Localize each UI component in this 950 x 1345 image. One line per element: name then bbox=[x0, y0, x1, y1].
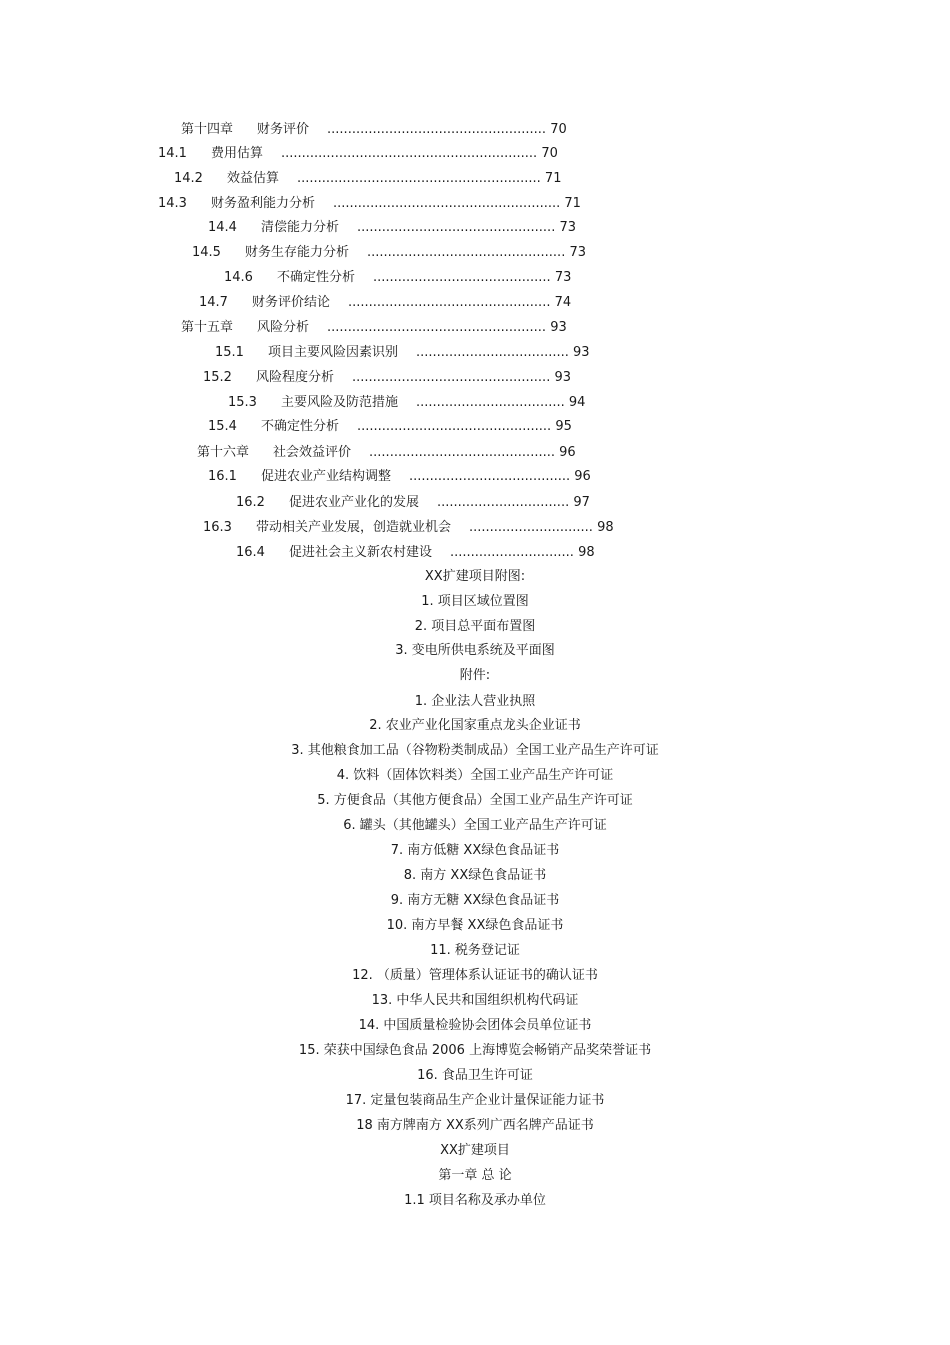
toc-title: 主要风险及防范措施 bbox=[280, 395, 398, 410]
toc-entry[interactable] bbox=[208, 220, 576, 236]
toc-title: 财务评价结论 bbox=[251, 295, 330, 310]
toc-page: 70 bbox=[541, 146, 558, 161]
attachment-item: 3. 其他粮食加工品（谷物粉类制成品）全国工业产品生产许可证 bbox=[291, 743, 659, 758]
toc-number: 第十六章 bbox=[197, 445, 250, 460]
toc-title: 财务盈利能力分析 bbox=[210, 196, 315, 211]
chapter-heading: 第一章 总 论 bbox=[438, 1168, 512, 1183]
toc-page: 73 bbox=[559, 220, 577, 235]
toc-leader: ............................................... bbox=[356, 419, 552, 434]
toc-number: 14.3 bbox=[158, 196, 187, 211]
toc-title: 财务评价 bbox=[257, 122, 310, 137]
toc-page: 97 bbox=[573, 495, 590, 510]
toc-leader: ................................................ bbox=[351, 370, 551, 385]
toc-number: 14.5 bbox=[192, 245, 221, 260]
toc-title: 效益估算 bbox=[226, 171, 279, 186]
toc-title: 不确定性分析 bbox=[276, 270, 355, 285]
attachment-item: 10. 南方早餐 XX绿色食品证书 bbox=[386, 918, 564, 933]
figure-item: 1. 项目区域位置图 bbox=[421, 594, 529, 609]
toc-leader: .............................................................. bbox=[280, 146, 538, 161]
toc-page: 95 bbox=[555, 419, 572, 434]
toc-page: 98 bbox=[597, 520, 614, 535]
toc-entry[interactable] bbox=[174, 171, 561, 187]
attachment-item: 15. 荣获中国绿色食品 2006 上海博览会畅销产品奖荣誉证书 bbox=[298, 1043, 652, 1058]
toc-entry[interactable] bbox=[181, 320, 567, 336]
toc-leader: ................................................. bbox=[347, 295, 551, 310]
toc-title: 清偿能力分析 bbox=[260, 220, 339, 235]
attachment-item: 5. 方便食品（其他方便食品）全国工业产品生产许可证 bbox=[317, 793, 633, 808]
attachment-item: 2. 农业产业化国家重点龙头企业证书 bbox=[369, 718, 581, 733]
figure-item: 3. 变电所供电系统及平面图 bbox=[395, 643, 555, 658]
toc-page: 73 bbox=[569, 245, 587, 260]
toc-entry[interactable] bbox=[158, 146, 558, 162]
toc-page: 71 bbox=[564, 196, 581, 211]
toc-page: 96 bbox=[559, 445, 576, 460]
toc-page: 74 bbox=[554, 295, 572, 310]
toc-number: 14.2 bbox=[174, 171, 203, 186]
toc-entry[interactable] bbox=[208, 469, 591, 485]
toc-number: 14.7 bbox=[199, 295, 228, 310]
toc-title: 风险程度分析 bbox=[255, 370, 334, 385]
toc-leader: ................................................ bbox=[356, 220, 556, 235]
toc-number: 15.4 bbox=[208, 419, 237, 434]
toc-entry[interactable] bbox=[181, 122, 567, 138]
figure-item: 2. 项目总平面布置图 bbox=[414, 619, 536, 634]
toc-page: 93 bbox=[550, 320, 567, 335]
toc-title: 促进农业产业化的发展 bbox=[288, 495, 419, 510]
attachment-item: 9. 南方无糖 XX绿色食品证书 bbox=[390, 893, 560, 908]
toc-leader: ....................................... bbox=[408, 469, 571, 484]
toc-number: 15.3 bbox=[228, 395, 257, 410]
attachment-item: 7. 南方低糖 XX绿色食品证书 bbox=[390, 843, 560, 858]
toc-page: 70 bbox=[550, 122, 567, 137]
toc-number: 16.4 bbox=[236, 545, 265, 560]
toc-entry[interactable] bbox=[203, 520, 614, 536]
toc-number: 14.4 bbox=[208, 220, 237, 235]
attachment-item: 4. 饮料（固体饮料类）全国工业产品生产许可证 bbox=[336, 768, 614, 783]
toc-page: 94 bbox=[568, 395, 586, 410]
toc-page: 73 bbox=[554, 270, 572, 285]
attachment-item: 18 南方牌南方 XX系列广西名牌产品证书 bbox=[356, 1118, 594, 1133]
toc-leader: .............................. bbox=[468, 520, 593, 535]
toc-title: 促进农业产业结构调整 bbox=[260, 469, 391, 484]
toc-entry[interactable] bbox=[208, 419, 572, 435]
toc-leader: ....................................................... bbox=[332, 196, 561, 211]
toc-page: 93 bbox=[573, 345, 590, 360]
toc-leader: ................................................ bbox=[366, 245, 566, 260]
toc-entry[interactable] bbox=[228, 395, 585, 411]
attachment-item: 8. 南方 XX绿色食品证书 bbox=[403, 868, 547, 883]
toc-title: 促进社会主义新农村建设 bbox=[288, 545, 432, 560]
toc-leader: ..................................................... bbox=[327, 122, 547, 137]
toc-entry[interactable] bbox=[203, 370, 571, 386]
attachment-item: 14. 中国质量检验协会团体会员单位证书 bbox=[358, 1018, 592, 1033]
toc-page: 98 bbox=[578, 545, 595, 560]
toc-number: 15.2 bbox=[203, 370, 232, 385]
attachment-item: 1. 企业法人营业执照 bbox=[414, 694, 536, 709]
toc-entry[interactable] bbox=[224, 270, 571, 286]
section-heading: 1.1 项目名称及承办单位 bbox=[404, 1193, 546, 1208]
toc-number: 16.3 bbox=[203, 520, 232, 535]
attachment-item: 11. 税务登记证 bbox=[430, 943, 520, 958]
toc-leader: ............................................. bbox=[369, 445, 555, 460]
toc-leader: ..................................................... bbox=[327, 320, 547, 335]
toc-entry[interactable] bbox=[197, 445, 576, 461]
toc-title: 带动相关产业发展，创造就业机会 bbox=[255, 520, 451, 535]
toc-number: 15.1 bbox=[215, 345, 244, 360]
toc-title: 不确定性分析 bbox=[260, 419, 339, 434]
toc-title: 费用估算 bbox=[210, 146, 263, 161]
toc-leader: ........................................... bbox=[372, 270, 551, 285]
toc-title: 项目主要风险因素识别 bbox=[267, 345, 398, 360]
project-title: XX扩建项目 bbox=[440, 1143, 510, 1158]
toc-title: 社会效益评价 bbox=[273, 445, 352, 460]
toc-number: 16.1 bbox=[208, 469, 237, 484]
attachments-heading: 附件: bbox=[459, 668, 491, 683]
toc-entry[interactable] bbox=[199, 295, 571, 311]
attachment-item: 6. 罐头（其他罐头）全国工业产品生产许可证 bbox=[343, 818, 607, 833]
toc-leader: .................................... bbox=[415, 395, 565, 410]
attachment-item: 16. 食品卫生许可证 bbox=[417, 1068, 533, 1083]
toc-entry[interactable] bbox=[236, 545, 595, 561]
toc-number: 14.1 bbox=[158, 146, 187, 161]
toc-page: 93 bbox=[554, 370, 572, 385]
toc-entry[interactable] bbox=[192, 245, 586, 261]
toc-entry[interactable] bbox=[158, 196, 581, 212]
toc-page: 96 bbox=[574, 469, 591, 484]
toc-number: 14.6 bbox=[224, 270, 253, 285]
attachment-item: 13. 中华人民共和国组织机构代码证 bbox=[371, 993, 579, 1008]
toc-number: 第十四章 bbox=[181, 122, 234, 137]
toc-title: 财务生存能力分析 bbox=[244, 245, 349, 260]
toc-title: 风险分析 bbox=[257, 320, 310, 335]
toc-entry[interactable] bbox=[215, 345, 590, 361]
toc-leader: ................................ bbox=[436, 495, 570, 510]
toc-leader: ..................................... bbox=[415, 345, 569, 360]
toc-leader: ........................................................... bbox=[296, 171, 541, 186]
figures-heading: XX扩建项目附图: bbox=[424, 569, 526, 584]
toc-entry[interactable] bbox=[236, 495, 590, 511]
toc-number: 第十五章 bbox=[181, 320, 234, 335]
attachment-item: 12. （质量）管理体系认证证书的确认证书 bbox=[352, 968, 598, 983]
attachment-item: 17. 定量包装商品生产企业计量保证能力证书 bbox=[345, 1093, 605, 1108]
toc-page: 71 bbox=[544, 171, 562, 186]
toc-number: 16.2 bbox=[236, 495, 265, 510]
toc-leader: .............................. bbox=[449, 545, 574, 560]
